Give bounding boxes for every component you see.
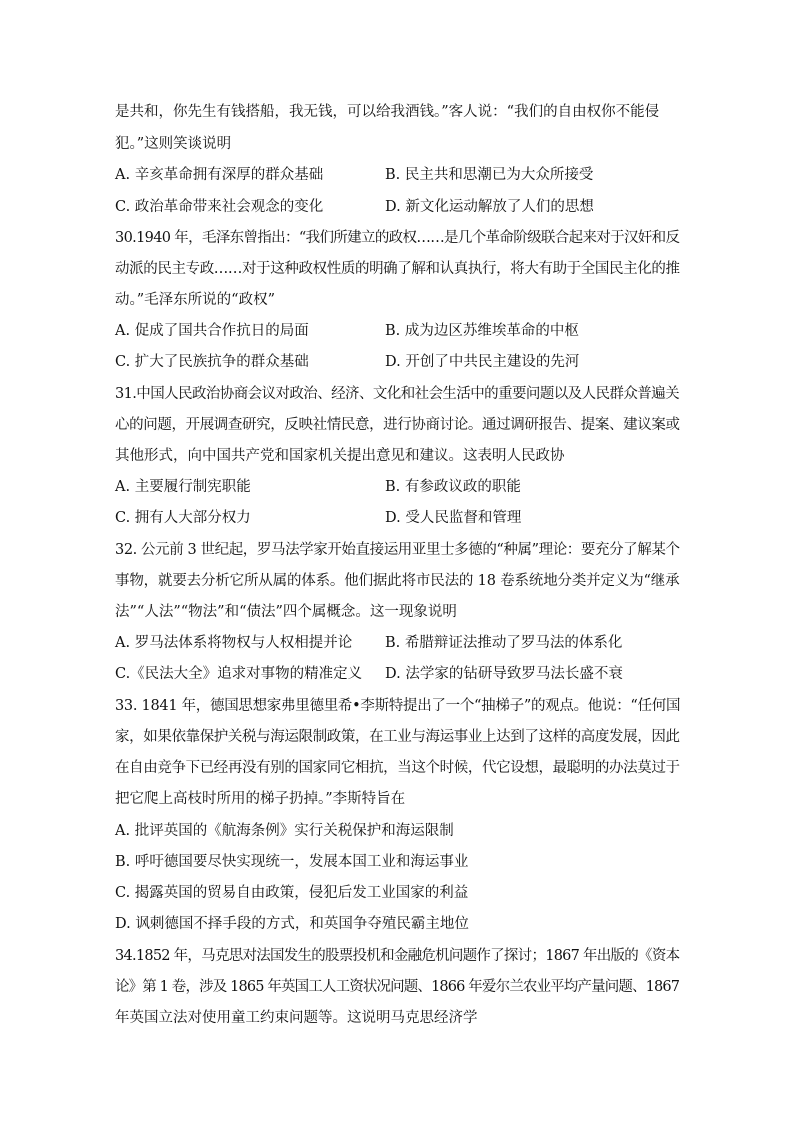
q30-stem-line-1: 30.1940 年，毛泽东曾指出：“我们所建立的政权……是几个革命阶级联合起来对于汉奸和反 [115, 230, 680, 246]
q32-option-d[interactable]: D. 法学家的钻研导致罗马法长盛不衰 [385, 666, 623, 682]
q31-option-b[interactable]: B. 有参政议政的职能 [385, 479, 521, 495]
q29-option-d[interactable]: D. 新文化运动解放了人们的思想 [385, 199, 594, 215]
q33-stem-line-3: 在自由竞争下已经再没有别的国家同它相抗，当这个时候，代它设想，最聪明的办法莫过于 [115, 760, 680, 776]
q34-stem-line-3: 年英国立法对使用童工约束问题等。这说明马克思经济学 [115, 1010, 478, 1026]
q30-option-a[interactable]: A. 促成了国共合作抗日的局面 [115, 323, 309, 339]
q32-stem-line-2: 事物，就要去分析它所从属的体系。他们据此将市民法的 18 卷系统地分类并定义为“继承 [115, 573, 680, 589]
q29-stem-line-2: 犯。”这则笑谈说明 [115, 136, 232, 152]
q33-stem-line-4: 把它爬上高枝时所用的梯子扔掉。”李斯特旨在 [115, 791, 406, 807]
q31-stem-line-2: 心的问题，开展调查研究，反映社情民意，进行协商讨论。通过调研报告、提案、建议案或 [115, 417, 680, 433]
q30-stem-line-2: 动派的民主专政……对于这种政权性质的明确了解和认真执行，将大有助于全国民主化的推 [115, 261, 680, 277]
q33-stem-line-2: 家，如果依靠保护关税与海运限制政策，在工业与海运事业上达到了这样的高度发展，因此 [115, 729, 680, 745]
q34-stem-line-2: 论》第 1 卷，涉及 1865 年英国工人工资状况问题、1866 年爱尔兰农业平均产量问题、1867 [115, 979, 680, 995]
q32-option-a[interactable]: A. 罗马法体系将物权与人权相提并论 [115, 635, 353, 651]
q33-option-d[interactable]: D. 讽刺德国不择手段的方式，和英国争夺殖民霸主地位 [115, 916, 469, 932]
q31-stem-line-3: 其他形式，向中国共产党和国家机关提出意见和建议。这表明人民政协 [115, 448, 565, 464]
q32-stem-line-1: 32. 公元前 3 世纪起，罗马法学家开始直接运用亚里士多德的“种属”理论：要充分了解某个 [115, 542, 680, 558]
q33-option-a[interactable]: A. 批评英国的《航海条例》实行关税保护和海运限制 [115, 823, 454, 839]
q31-stem-line-1: 31.中国人民政治协商会议对政治、经济、文化和社会生活中的重要问题以及人民群众普遍关 [115, 386, 679, 402]
q34-stem-line-1: 34.1852 年，马克思对法国发生的股票投机和金融危机问题作了探讨；1867 年出版的《资本 [115, 948, 680, 964]
q29-option-b[interactable]: B. 民主共和思潮已为大众所接受 [385, 167, 594, 183]
q32-option-b[interactable]: B. 希腊辩证法推动了罗马法的体系化 [385, 635, 623, 651]
q32-option-c[interactable]: C.《民法大全》追求对事物的精准定义 [115, 666, 363, 682]
q29-stem-line-1: 是共和，你先生有钱搭船，我无钱，可以给我酒钱。”客人说：“我们的自由权你不能侵 [115, 104, 660, 120]
q30-option-b[interactable]: B. 成为边区苏维埃革命的中枢 [385, 323, 579, 339]
q30-stem-line-3: 动。”毛泽东所说的“政权” [115, 292, 275, 308]
q30-option-d[interactable]: D. 开创了中共民主建设的先河 [385, 354, 580, 370]
q29-option-a[interactable]: A. 辛亥革命拥有深厚的群众基础 [115, 167, 324, 183]
q31-option-c[interactable]: C. 拥有人大部分权力 [115, 510, 251, 526]
q32-stem-line-3: 法”“人法”“物法”和“债法”四个属概念。这一现象说明 [115, 604, 457, 620]
q29-option-c[interactable]: C. 政治革命带来社会观念的变化 [115, 199, 324, 215]
q33-option-c[interactable]: C. 揭露英国的贸易自由政策，侵犯后发工业国家的利益 [115, 885, 469, 901]
q33-stem-line-1: 33. 1841 年，德国思想家弗里德里希•李斯特提出了一个“抽梯子”的观点。他说：“任何国 [115, 698, 681, 714]
q31-option-a[interactable]: A. 主要履行制宪职能 [115, 479, 251, 495]
q33-option-b[interactable]: B. 呼吁德国要尽快实现统一，发展本国工业和海运事业 [115, 854, 469, 870]
q31-option-d[interactable]: D. 受人民监督和管理 [385, 510, 522, 526]
q30-option-c[interactable]: C. 扩大了民族抗争的群众基础 [115, 354, 309, 370]
